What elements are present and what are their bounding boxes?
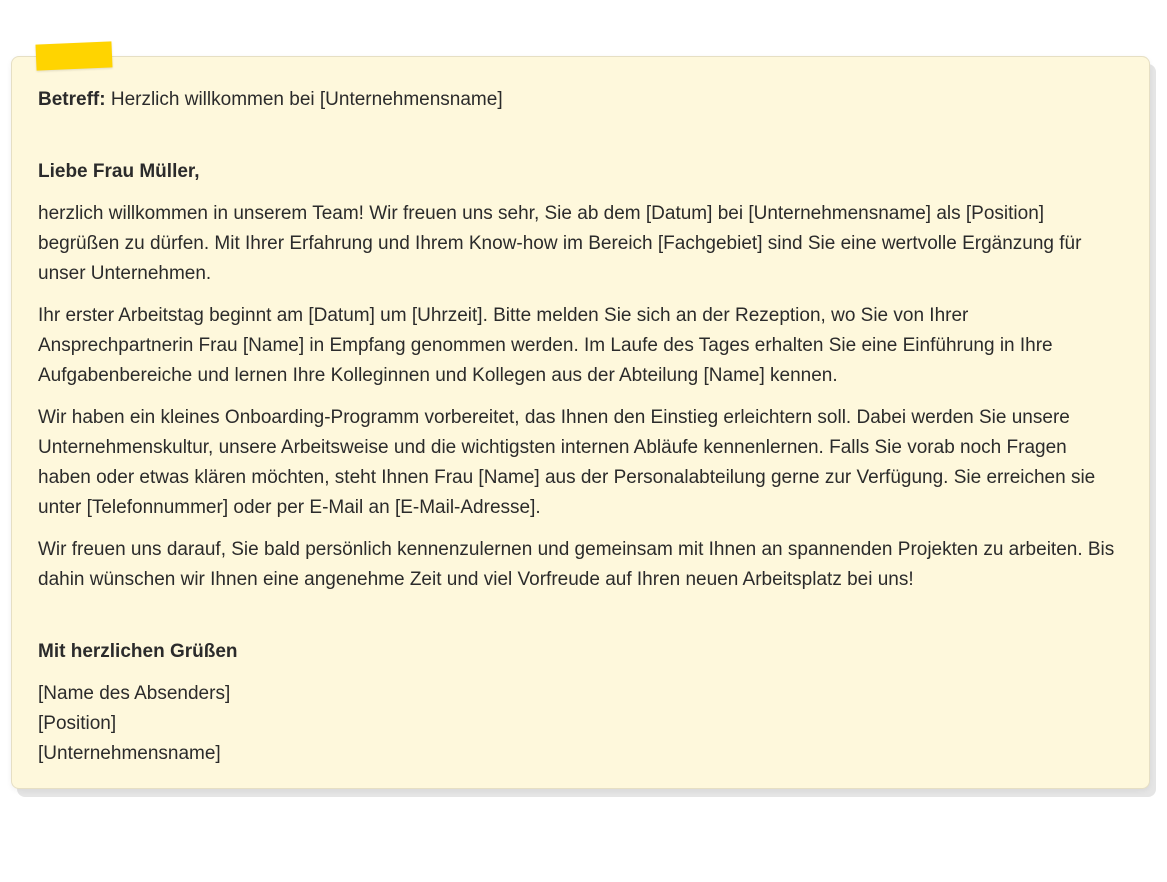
paragraph-1: herzlich willkommen in unserem Team! Wir freuen uns sehr, Sie ab dem [Datum] bei [Unternehmensname] als [Position] begrüßen zu dürfen. Mit Ihrer Erfahrung und Ihrem Know-how im Bereich [Fachgebiet] sind Sie eine wertvolle Ergänzung für unser Unternehmen. — [38, 203, 1082, 284]
signature-position: [Position] — [38, 713, 117, 734]
signature-company: [Unternehmensname] — [38, 743, 221, 764]
subject-line — [38, 85, 1123, 115]
subject-label: Betreff: — [38, 89, 106, 110]
letter-note — [11, 56, 1150, 789]
salutation: Liebe Frau Müller, — [38, 161, 200, 182]
signature-name: [Name des Absenders] — [38, 683, 231, 704]
paragraph-2: Ihr erster Arbeitstag beginnt am [Datum] um [Uhrzeit]. Bitte melden Sie sich an der Rezeption, wo Sie von Ihrer Ansprechpartnerin Frau [Name] in Empfang genommen werden. Im Laufe des Tages erhalten Sie eine Einführung in Ihre Aufgabenbereiche und lernen Ihre Kolleginnen und Kollegen aus der Abteilung [Name] kennen. — [38, 305, 1053, 386]
paragraph-3: Wir haben ein kleines Onboarding-Programm vorbereitet, das Ihnen den Einstieg erleichtern soll. Dabei werden Sie unsere Unternehmenskultur, unsere Arbeitsweise und die wichtigsten internen Abläufe kennenlernen. Falls Sie vorab noch Fragen haben oder etwas klären möchten, steht Ihnen Frau [Name] aus der Personalabteilung gerne zur Verfügung. Sie erreichen sie unter [Telefonnummer] oder per E-Mail an [E-Mail-Adresse]. — [38, 407, 1096, 518]
paragraph-4: Wir freuen uns darauf, Sie bald persönlich kennenzulernen und gemeinsam mit Ihnen an spannenden Projekten zu arbeiten. Bis dahin wünschen wir Ihnen eine angenehme Zeit und viel Vorfreude auf Ihren neuen Arbeitsplatz bei uns! — [38, 539, 1115, 590]
subject-text: Herzlich willkommen bei [Unternehmensname] — [105, 89, 503, 110]
closing: Mit herzlichen Grüßen — [38, 641, 238, 662]
tape-decoration — [35, 41, 112, 70]
